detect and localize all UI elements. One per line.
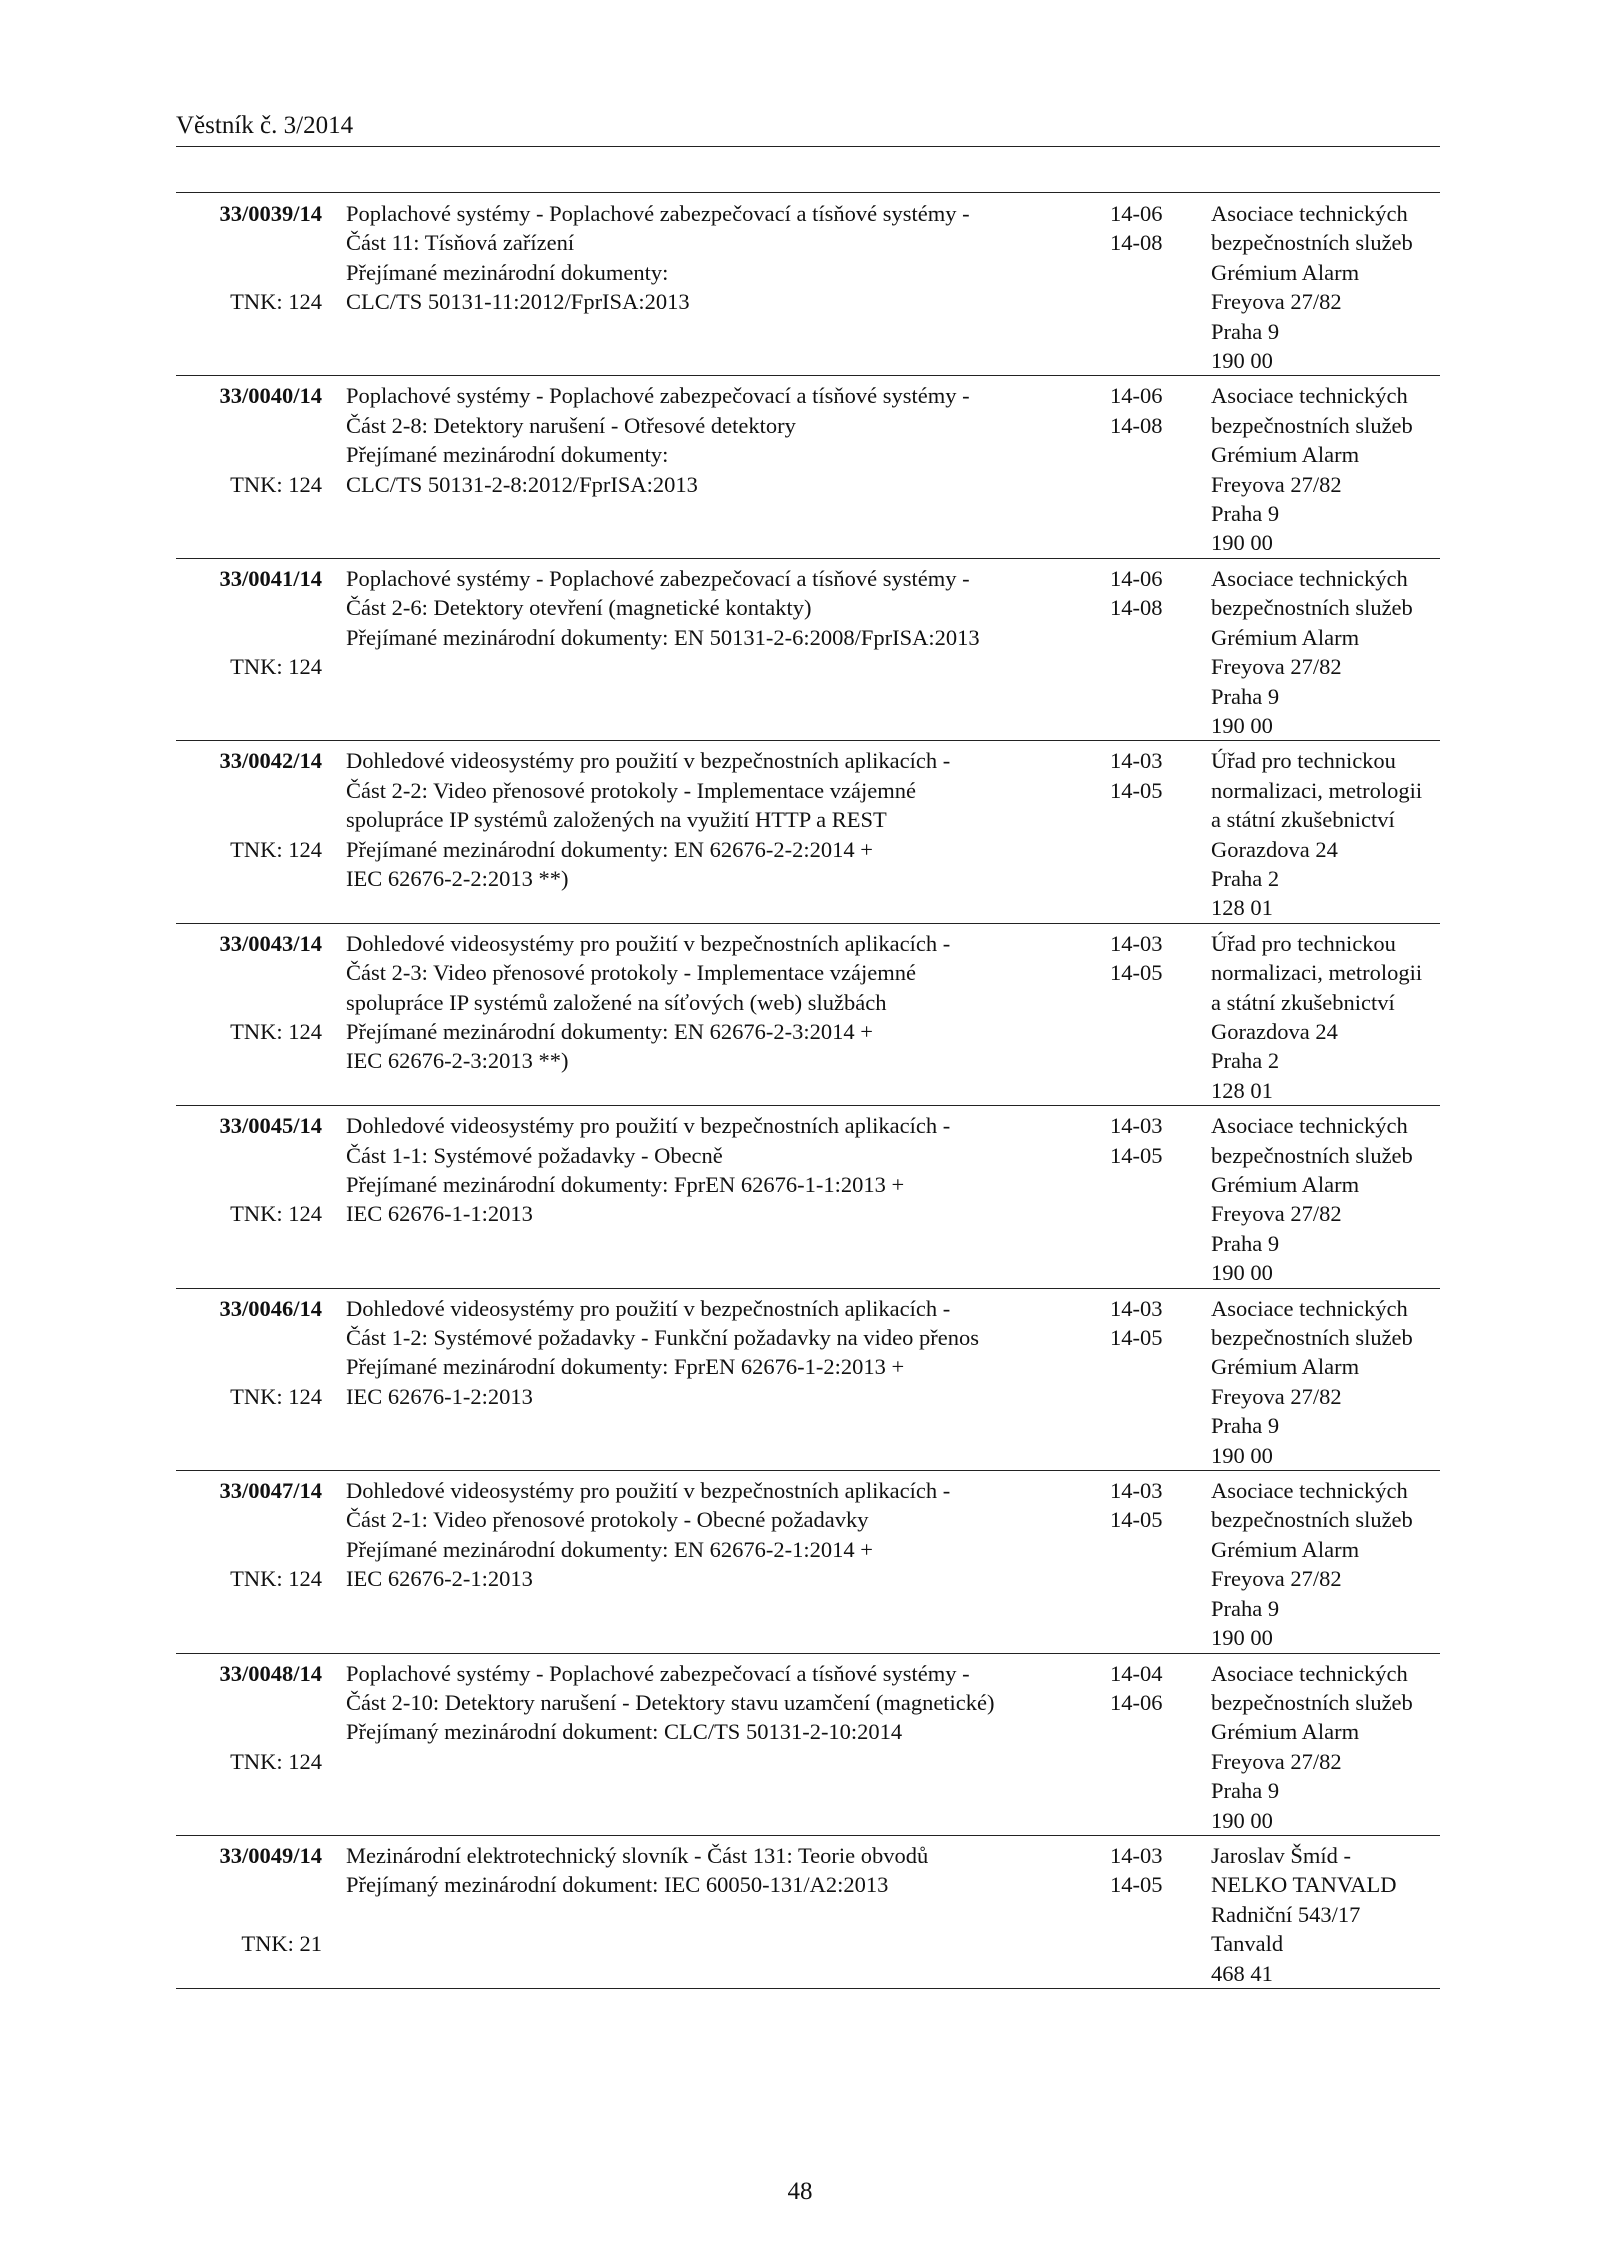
entry-title-cell bbox=[336, 564, 1074, 740]
entry-date: 14-06 bbox=[1110, 565, 1163, 591]
entry-contact-line: 190 00 bbox=[1211, 1807, 1273, 1833]
entry-contact-line: a státní zkušebnictví bbox=[1211, 989, 1395, 1015]
spacer bbox=[176, 1717, 322, 1746]
entry-contact-line: Asociace technických bbox=[1211, 1295, 1408, 1321]
entry-contact-line: bezpečnostních služeb bbox=[1211, 1507, 1413, 1533]
spacer bbox=[176, 228, 322, 257]
entry-contact-line: Freyova 27/82 bbox=[1211, 1201, 1342, 1227]
entry-title-line: Část 2-6: Detektory otevření (magnetické kontakty) bbox=[346, 595, 812, 621]
entry-id-cell bbox=[176, 381, 336, 557]
entry-id-cell bbox=[176, 199, 336, 375]
entry-dates-cell bbox=[1074, 1476, 1199, 1652]
entry-date: 14-03 bbox=[1110, 1113, 1163, 1139]
entry-number: 33/0039/14 bbox=[219, 201, 322, 226]
entry-title-line: Přejímaný mezinárodní dokument: IEC 60050-131/A2:2013 bbox=[346, 1872, 889, 1898]
entry-title-line: spolupráce IP systémů založených na využití HTTP a REST bbox=[346, 807, 887, 833]
entry-number: 33/0048/14 bbox=[219, 1660, 322, 1686]
entry-contact-line: Úřad pro technickou bbox=[1211, 930, 1396, 956]
spacer bbox=[176, 411, 322, 440]
entry-contact-line: Freyova 27/82 bbox=[1211, 289, 1342, 315]
entry-title-line: Přejímané mezinárodní dokumenty: bbox=[346, 442, 669, 468]
entry-title-line: Přejímané mezinárodní dokumenty: EN 62676-2-2:2014 + bbox=[346, 836, 873, 862]
entry-title-line: Část 2-3: Video přenosové protokoly - Implementace vzájemné bbox=[346, 960, 916, 986]
entry-tnk: TNK: 124 bbox=[230, 471, 322, 497]
entry-title-line: Přejímané mezinárodní dokumenty: bbox=[346, 259, 669, 285]
spacer bbox=[176, 988, 322, 1017]
entry-title-line: Dohledové videosystémy pro použití v bezpečnostních aplikacích - bbox=[346, 930, 951, 956]
entry-title-line: Přejímané mezinárodní dokumenty: EN 62676-2-1:2014 + bbox=[346, 1536, 873, 1562]
entry-dates-cell bbox=[1074, 1841, 1199, 1988]
table-row bbox=[176, 924, 1440, 1106]
entry-contact-line: Freyova 27/82 bbox=[1211, 654, 1342, 680]
entry-date: 14-06 bbox=[1110, 201, 1163, 226]
entry-dates-cell bbox=[1074, 381, 1199, 557]
table-row bbox=[176, 1836, 1440, 1989]
entry-tnk: TNK: 124 bbox=[230, 289, 322, 315]
table-row bbox=[176, 376, 1440, 558]
standards-table bbox=[176, 194, 1440, 1989]
entry-title-cell bbox=[336, 199, 1074, 375]
entry-contact-line: Tanvald bbox=[1211, 1931, 1284, 1957]
entry-contact-line: 190 00 bbox=[1211, 1625, 1273, 1651]
entry-date: 14-05 bbox=[1110, 1507, 1163, 1533]
entry-contact-line: 128 01 bbox=[1211, 1077, 1273, 1103]
entry-contact-line: Praha 2 bbox=[1211, 1048, 1280, 1074]
entry-date: 14-05 bbox=[1110, 1872, 1163, 1898]
entry-title-line: Poplachové systémy - Poplachové zabezpečovací a tísňové systémy - bbox=[346, 1660, 970, 1686]
entry-contact-line: Praha 9 bbox=[1211, 318, 1280, 344]
entry-number: 33/0046/14 bbox=[219, 1295, 322, 1321]
entry-contact-cell bbox=[1199, 1841, 1440, 1988]
entry-contact-line: 468 41 bbox=[1211, 1960, 1273, 1986]
entry-title-line: Přejímaný mezinárodní dokument: CLC/TS 50131-2-10:2014 bbox=[346, 1719, 903, 1745]
entry-contact-line: normalizaci, metrologii bbox=[1211, 777, 1423, 803]
entry-title-line: Přejímané mezinárodní dokumenty: EN 50131-2-6:2008/FprISA:2013 bbox=[346, 624, 980, 650]
table-row bbox=[176, 1471, 1440, 1653]
entry-contact-line: Grémium Alarm bbox=[1211, 1536, 1360, 1562]
entry-contact-line: Praha 9 bbox=[1211, 1595, 1280, 1621]
entry-id-cell bbox=[176, 1841, 336, 1988]
entry-contact-line: Asociace technických bbox=[1211, 1478, 1408, 1504]
entry-number: 33/0042/14 bbox=[219, 748, 322, 774]
spacer bbox=[176, 1170, 322, 1199]
entry-title-line: Část 2-10: Detektory narušení - Detektory stavu uzamčení (magnetické) bbox=[346, 1689, 995, 1715]
entry-tnk: TNK: 124 bbox=[230, 1748, 322, 1774]
entry-contact-line: normalizaci, metrologii bbox=[1211, 960, 1423, 986]
entry-number: 33/0043/14 bbox=[219, 930, 322, 956]
spacer bbox=[176, 1688, 322, 1717]
entry-date: 14-03 bbox=[1110, 748, 1163, 774]
table-row bbox=[176, 1289, 1440, 1471]
entry-title-line: Poplachové systémy - Poplachové zabezpečovací a tísňové systémy - bbox=[346, 201, 970, 226]
entry-date: 14-03 bbox=[1110, 1842, 1163, 1868]
entry-date: 14-03 bbox=[1110, 1478, 1163, 1504]
spacer bbox=[176, 776, 322, 805]
entry-number: 33/0047/14 bbox=[219, 1478, 322, 1504]
spacer bbox=[176, 1505, 322, 1534]
spacer bbox=[176, 805, 322, 834]
entry-id-cell bbox=[176, 746, 336, 922]
entry-contact-line: Praha 9 bbox=[1211, 1230, 1280, 1256]
entry-contact-line: bezpečnostních služeb bbox=[1211, 412, 1413, 438]
entry-title-line: Dohledové videosystémy pro použití v bezpečnostních aplikacích - bbox=[346, 748, 951, 774]
entry-tnk: TNK: 124 bbox=[230, 654, 322, 680]
entry-contact-line: Asociace technických bbox=[1211, 565, 1408, 591]
entry-id-cell bbox=[176, 1111, 336, 1287]
spacer bbox=[176, 1535, 322, 1564]
entry-contact-line: 190 00 bbox=[1211, 712, 1273, 738]
entry-title-line: Část 2-1: Video přenosové protokoly - Obecné požadavky bbox=[346, 1507, 869, 1533]
entry-contact-cell bbox=[1199, 564, 1440, 740]
entry-title-line: Přejímané mezinárodní dokumenty: EN 62676-2-3:2014 + bbox=[346, 1018, 873, 1044]
table-top-rule bbox=[176, 192, 1440, 193]
entry-contact-line: Asociace technických bbox=[1211, 201, 1408, 226]
entry-contact-line: bezpečnostních služeb bbox=[1211, 230, 1413, 256]
entry-date: 14-08 bbox=[1110, 230, 1163, 256]
entry-title-line: IEC 62676-1-1:2013 bbox=[346, 1201, 533, 1227]
entry-id-cell bbox=[176, 929, 336, 1105]
entry-tnk: TNK: 124 bbox=[230, 1201, 322, 1227]
entry-dates-cell bbox=[1074, 564, 1199, 740]
entry-title-line: IEC 62676-1-2:2013 bbox=[346, 1383, 533, 1409]
entry-contact-line: bezpečnostních služeb bbox=[1211, 1689, 1413, 1715]
entry-date: 14-05 bbox=[1110, 1142, 1163, 1168]
page-header-title: Věstník č. 3/2014 bbox=[176, 112, 354, 139]
spacer bbox=[176, 958, 322, 987]
entry-title-line: Část 2-8: Detektory narušení - Otřesové detektory bbox=[346, 412, 796, 438]
entry-title-line: CLC/TS 50131-2-8:2012/FprISA:2013 bbox=[346, 471, 698, 497]
entry-contact-line: Grémium Alarm bbox=[1211, 1719, 1360, 1745]
entry-contact-line: 128 01 bbox=[1211, 895, 1273, 921]
entry-date: 14-04 bbox=[1110, 1660, 1163, 1686]
entry-date: 14-08 bbox=[1110, 595, 1163, 621]
entry-contact-line: Praha 9 bbox=[1211, 1778, 1280, 1804]
entry-id-cell bbox=[176, 1476, 336, 1652]
entry-date: 14-05 bbox=[1110, 1325, 1163, 1351]
entry-contact-line: Grémium Alarm bbox=[1211, 259, 1360, 285]
entry-contact-line: 190 00 bbox=[1211, 348, 1273, 374]
entry-title-line: spolupráce IP systémů založené na síťových (web) službách bbox=[346, 989, 887, 1015]
entry-tnk: TNK: 124 bbox=[230, 836, 322, 862]
entry-date: 14-06 bbox=[1110, 383, 1163, 409]
entry-title-cell bbox=[336, 1476, 1074, 1652]
spacer bbox=[176, 440, 322, 469]
entry-dates-cell bbox=[1074, 746, 1199, 922]
entry-date: 14-03 bbox=[1110, 930, 1163, 956]
entry-contact-line: Asociace technických bbox=[1211, 383, 1408, 409]
entry-tnk: TNK: 124 bbox=[230, 1383, 322, 1409]
entry-dates-cell bbox=[1074, 1111, 1199, 1287]
spacer bbox=[176, 258, 322, 287]
entry-contact-line: Úřad pro technickou bbox=[1211, 748, 1396, 774]
entry-contact-cell bbox=[1199, 929, 1440, 1105]
entry-contact-line: Freyova 27/82 bbox=[1211, 471, 1342, 497]
entry-title-line: IEC 62676-2-2:2013 **) bbox=[346, 865, 569, 891]
entry-date: 14-05 bbox=[1110, 960, 1163, 986]
entry-contact-line: 190 00 bbox=[1211, 1260, 1273, 1286]
spacer bbox=[176, 1900, 322, 1929]
entry-dates-cell bbox=[1074, 1294, 1199, 1470]
entry-title-line: IEC 62676-2-3:2013 **) bbox=[346, 1048, 569, 1074]
entry-title-cell bbox=[336, 1111, 1074, 1287]
entry-number: 33/0041/14 bbox=[219, 565, 322, 591]
entry-title-line: Část 1-2: Systémové požadavky - Funkční požadavky na video přenos bbox=[346, 1325, 979, 1351]
entry-title-line: Přejímané mezinárodní dokumenty: FprEN 62676-1-1:2013 + bbox=[346, 1172, 905, 1197]
entry-title-line: Poplachové systémy - Poplachové zabezpečovací a tísňové systémy - bbox=[346, 565, 970, 591]
entry-contact-line: Asociace technických bbox=[1211, 1113, 1408, 1139]
entry-dates-cell bbox=[1074, 1659, 1199, 1835]
entry-title-line: Dohledové videosystémy pro použití v bezpečnostních aplikacích - bbox=[346, 1113, 951, 1139]
table-row bbox=[176, 194, 1440, 376]
entry-tnk: TNK: 124 bbox=[230, 1566, 322, 1592]
entry-contact-line: Grémium Alarm bbox=[1211, 1354, 1360, 1380]
entry-title-line: Dohledové videosystémy pro použití v bezpečnostních aplikacích - bbox=[346, 1478, 951, 1504]
entry-contact-line: bezpečnostních služeb bbox=[1211, 1142, 1413, 1168]
entry-number: 33/0045/14 bbox=[219, 1113, 322, 1139]
entry-contact-cell bbox=[1199, 199, 1440, 375]
entry-title-line: Poplachové systémy - Poplachové zabezpečovací a tísňové systémy - bbox=[346, 383, 970, 409]
entry-number: 33/0040/14 bbox=[219, 383, 322, 409]
entry-contact-line: bezpečnostních služeb bbox=[1211, 595, 1413, 621]
entry-title-line: Část 11: Tísňová zařízení bbox=[346, 230, 575, 256]
entry-title-line: Dohledové videosystémy pro použití v bezpečnostních aplikacích - bbox=[346, 1295, 951, 1321]
entry-title-cell bbox=[336, 381, 1074, 557]
table-row bbox=[176, 1654, 1440, 1836]
entry-title-cell bbox=[336, 1294, 1074, 1470]
spacer bbox=[176, 1870, 322, 1899]
entry-contact-cell bbox=[1199, 1111, 1440, 1287]
table-row bbox=[176, 741, 1440, 923]
spacer bbox=[176, 623, 322, 652]
entry-title-line: IEC 62676-2-1:2013 bbox=[346, 1566, 533, 1592]
entry-contact-line: Gorazdova 24 bbox=[1211, 1018, 1338, 1044]
entry-title-cell bbox=[336, 929, 1074, 1105]
entry-date: 14-03 bbox=[1110, 1295, 1163, 1321]
entry-title-line: Část 1-1: Systémové požadavky - Obecně bbox=[346, 1142, 723, 1168]
entry-contact-line: Freyova 27/82 bbox=[1211, 1566, 1342, 1592]
entry-contact-line: Praha 9 bbox=[1211, 501, 1280, 527]
spacer bbox=[176, 1141, 322, 1170]
entry-contact-cell bbox=[1199, 1476, 1440, 1652]
entry-title-line: CLC/TS 50131-11:2012/FprISA:2013 bbox=[346, 289, 690, 315]
table-row bbox=[176, 559, 1440, 741]
entry-contact-line: 190 00 bbox=[1211, 530, 1273, 556]
entry-title-cell bbox=[336, 1659, 1074, 1835]
spacer bbox=[176, 593, 322, 622]
entry-contact-line: Radniční 543/17 bbox=[1211, 1901, 1361, 1927]
entry-title-cell bbox=[336, 746, 1074, 922]
entry-id-cell bbox=[176, 564, 336, 740]
entry-title-line: Přejímané mezinárodní dokumenty: FprEN 62676-1-2:2013 + bbox=[346, 1354, 905, 1380]
entry-id-cell bbox=[176, 1659, 336, 1835]
entry-contact-cell bbox=[1199, 381, 1440, 557]
entry-tnk: TNK: 21 bbox=[241, 1931, 322, 1957]
entry-title-line: Část 2-2: Video přenosové protokoly - Implementace vzájemné bbox=[346, 777, 916, 803]
entry-contact-line: Grémium Alarm bbox=[1211, 624, 1360, 650]
entry-contact-cell bbox=[1199, 1294, 1440, 1470]
entry-tnk: TNK: 124 bbox=[230, 1018, 322, 1044]
entry-contact-line: NELKO TANVALD bbox=[1211, 1872, 1397, 1898]
entry-contact-line: Gorazdova 24 bbox=[1211, 836, 1338, 862]
entry-contact-line: Praha 9 bbox=[1211, 683, 1280, 709]
spacer bbox=[176, 1352, 322, 1381]
entry-dates-cell bbox=[1074, 199, 1199, 375]
entry-number: 33/0049/14 bbox=[219, 1842, 322, 1868]
page-number: 48 bbox=[787, 2178, 813, 2205]
entry-contact-line: Grémium Alarm bbox=[1211, 1172, 1360, 1197]
entry-title-line: Mezinárodní elektrotechnický slovník - Část 131: Teorie obvodů bbox=[346, 1842, 929, 1868]
spacer bbox=[176, 1323, 322, 1352]
entry-contact-line: Grémium Alarm bbox=[1211, 442, 1360, 468]
header-rule bbox=[176, 146, 1440, 147]
entry-date: 14-05 bbox=[1110, 777, 1163, 803]
entry-contact-line: Freyova 27/82 bbox=[1211, 1383, 1342, 1409]
entry-contact-line: Jaroslav Šmíd - bbox=[1211, 1842, 1351, 1868]
entry-title-cell bbox=[336, 1841, 1074, 1988]
entry-contact-line: Freyova 27/82 bbox=[1211, 1748, 1342, 1774]
entry-date: 14-08 bbox=[1110, 412, 1163, 438]
entry-date: 14-06 bbox=[1110, 1689, 1163, 1715]
entry-contact-cell bbox=[1199, 746, 1440, 922]
entry-contact-line: bezpečnostních služeb bbox=[1211, 1325, 1413, 1351]
table-row bbox=[176, 1106, 1440, 1288]
entry-contact-cell bbox=[1199, 1659, 1440, 1835]
entry-contact-line: Praha 9 bbox=[1211, 1413, 1280, 1439]
entry-contact-line: Asociace technických bbox=[1211, 1660, 1408, 1686]
entry-dates-cell bbox=[1074, 929, 1199, 1105]
entry-contact-line: Praha 2 bbox=[1211, 865, 1280, 891]
entry-contact-line: 190 00 bbox=[1211, 1442, 1273, 1468]
entry-id-cell bbox=[176, 1294, 336, 1470]
entry-contact-line: a státní zkušebnictví bbox=[1211, 807, 1395, 833]
